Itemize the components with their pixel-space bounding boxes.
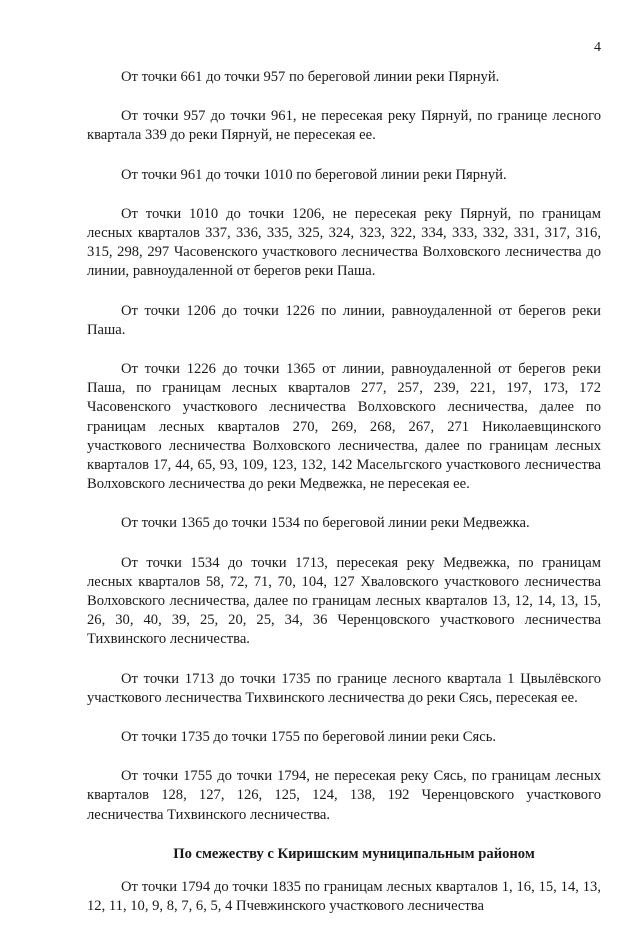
paragraph-10: От точки 1735 до точки 1755 по береговой линии реки Сясь. [121, 729, 497, 746]
paragraph-5: От точки 1206 до точки 1226 по линии, равноудаленной от берегов реки Паша. [87, 302, 601, 338]
paragraph-8: От точки 1534 до точки 1713, пересекая реку Медвежка, по границам лесных кварталов 58, 72, 71, 70, 104, 127 Хваловского участкового лесничества Волховского лесничества, далее по границам лесных кварталов 13, 12, 14, 13, 15, 26, 30, 40, 39, 25, 20, 25, 34, 36 Черенцовского участкового лесничества Тихвинского лесничества. [87, 554, 601, 648]
paragraph-2: От точки 957 до точки 961, не пересекая реку Пярнуй, по границе лесного квартала 339 до реки Пярнуй, не пересекая ее. [87, 108, 601, 144]
paragraph-final: От точки 1794 до точки 1835 по границам лесных кварталов 1, 16, 15, 14, 13, 12, 11, 10, 9, 8, 7, 6, 5, 4 Пчевжинского участкового лесничества [87, 879, 601, 915]
paragraph-7: От точки 1365 до точки 1534 по береговой линии реки Медвежка. [121, 515, 530, 532]
page-number: 4 [594, 40, 601, 55]
paragraph-3: От точки 961 до точки 1010 по береговой линии реки Пярнуй. [121, 166, 507, 183]
paragraph-6: От точки 1226 до точки 1365 от линии, равноудаленной от берегов реки Паша, по границам лесных кварталов 277, 257, 239, 221, 197, 173, 172 Часовенского участкового лесничества Волховского лесничества, далее по границам лесных кварталов 270, 269, 268, 267, 271 Николаевщинского участкового лесничества Волховского лесничества, далее по границам лесных кварталов 17, 44, 65, 93, 109, 123, 132, 142 Масельгского участкового лесничества Волховского лесничества до реки Медвежка, не пересекая ее. [87, 361, 601, 493]
paragraph-4: От точки 1010 до точки 1206, не пересекая реку Пярнуй, по границам лесных кварталов 337, 336, 335, 325, 324, 323, 322, 334, 333, 332, 331, 317, 316, 315, 298, 297 Часовенского участкового лесничества Волховского лесничества до линии, равноудаленной от берегов реки Паша. [87, 205, 601, 280]
paragraph-9: От точки 1713 до точки 1735 по границе лесного квартала 1 Цвылёвского участкового лесничества Тихвинского лесничества до реки Сясь, пересекая ее. [87, 670, 601, 706]
paragraph-1: От точки 661 до точки 957 по береговой линии реки Пярнуй. [121, 69, 500, 85]
paragraph-11: От точки 1755 до точки 1794, не пересекая реку Сясь, по границам лесных кварталов 128, 127, 126, 125, 124, 138, 192 Черенцовского участкового лесничества Тихвинского лесничества. [87, 768, 601, 823]
document-body [87, 68, 601, 937]
section-heading: По смежеству с Киришским муниципальным районом [173, 845, 535, 862]
